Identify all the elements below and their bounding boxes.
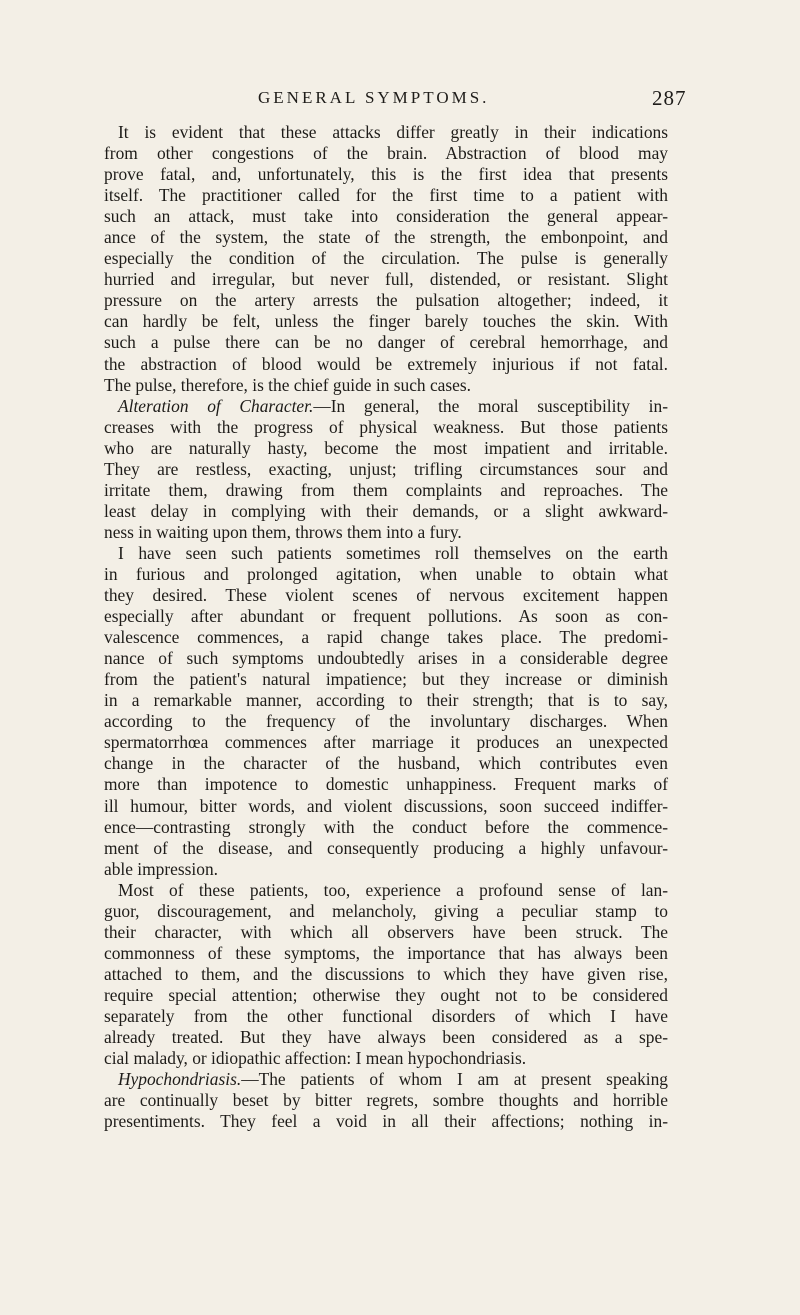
text-line: itself. The practitioner called for the first time to a patient with [104,185,668,206]
section-heading-alteration: Alteration of Character. [118,395,314,416]
text-line: who are naturally hasty, become the most impatient and irritable. [104,437,668,458]
text-line: require special attention; otherwise they ought not to be considered [104,984,668,1005]
text-line: The pulse, therefore, is the chief guide in such cases. [104,374,472,395]
text-line: such a pulse there can be no danger of cerebral hemorrhage, and [104,332,668,353]
text-line: attached to them, and the discussions to which they have given rise, [104,963,668,984]
text-line: ance of the system, the state of the strength, the embonpoint, and [104,227,668,248]
text-line: from other congestions of the brain. Abstraction of blood may [104,143,668,164]
text-line: especially after abundant or frequent pollutions. As soon as con- [104,606,668,627]
text-line: cial malady, or idiopathic affection: I mean hypochondriasis. [104,1048,527,1069]
text-line: in furious and prolonged agitation, when unable to obtain what [104,563,668,584]
page-number: 287 [652,86,687,110]
text-line: hurried and irregular, but never full, distended, or resistant. Slight [104,269,668,290]
text-line: their character, with which all observers have been struck. The [104,921,668,942]
text-line: ill humour, bitter words, and violent discussions, soon succeed indiffer- [104,795,668,816]
text-line: ness in waiting upon them, throws them into a fury. [104,521,462,542]
text-line: can hardly be felt, unless the finger barely touches the skin. With [104,311,668,332]
running-head-title: GENERAL SYMPTOMS. [258,88,490,107]
text-line: least delay in complying with their demands, or a slight awkward- [104,500,668,521]
text-line: I have seen such patients sometimes roll themselves on the earth [118,542,668,563]
body-text [104,122,668,1132]
text-line: change in the character of the husband, which contributes even [104,753,668,774]
text-line: prove fatal, and, unfortunately, this is the first idea that presents [104,164,668,185]
text-line: especially the condition of the circulation. The pulse is generally [104,248,668,269]
text-line: the abstraction of blood would be extremely injurious if not fatal. [104,353,668,374]
text-line: able impression. [104,858,218,879]
section-heading-hypochondriasis: Hypochondriasis. [118,1069,242,1090]
section-line [104,1069,668,1090]
text-line: ence—contrasting strongly with the conduct before the commence- [104,816,668,837]
text-line: —The patients of whom I am at present speaking [241,1069,668,1090]
section-line [104,396,668,417]
text-line: —In general, the moral susceptibility in- [313,395,668,416]
text-line: commonness of these symptoms, the importance that has always been [104,942,668,963]
text-line: presentiments. They feel a void in all their affections; nothing in- [104,1111,668,1132]
text-line: already treated. But they have always been considered as a spe- [104,1027,668,1048]
text-line: ment of the disease, and consequently producing a highly unfavour- [104,837,668,858]
text-line: valescence commences, a rapid change takes place. The predomi- [104,627,668,648]
text-line: spermatorrhœa commences after marriage it produces an unexpected [104,732,668,753]
running-head [0,88,800,112]
text-line: nance of such symptoms undoubtedly arises in a considerable degree [104,648,668,669]
text-line: they desired. These violent scenes of nervous excitement happen [104,585,668,606]
text-line: are continually beset by bitter regrets, sombre thoughts and horrible [104,1090,668,1111]
text-line: guor, discouragement, and melancholy, giving a peculiar stamp to [104,900,668,921]
text-line: They are restless, exacting, unjust; trifling circumstances sour and [104,458,668,479]
text-line: pressure on the artery arrests the pulsation altogether; indeed, it [104,290,668,311]
text-line: It is evident that these attacks differ greatly in their indications [118,122,668,142]
text-line: Most of these patients, too, experience a profound sense of lan- [118,879,668,900]
text-line: in a remarkable manner, according to their strength; that is to say, [104,690,668,711]
text-line: irritate them, drawing from them complaints and reproaches. The [104,479,668,500]
text-line: from the patient's natural impatience; but they increase or diminish [104,669,668,690]
text-line: more than impotence to domestic unhappiness. Frequent marks of [104,774,668,795]
text-line: according to the frequency of the involuntary discharges. When [104,711,668,732]
text-line: separately from the other functional disorders of which I have [104,1005,668,1026]
text-line: creases with the progress of physical weakness. But those patients [104,416,668,437]
text-line: such an attack, must take into consideration the general appear- [104,206,668,227]
